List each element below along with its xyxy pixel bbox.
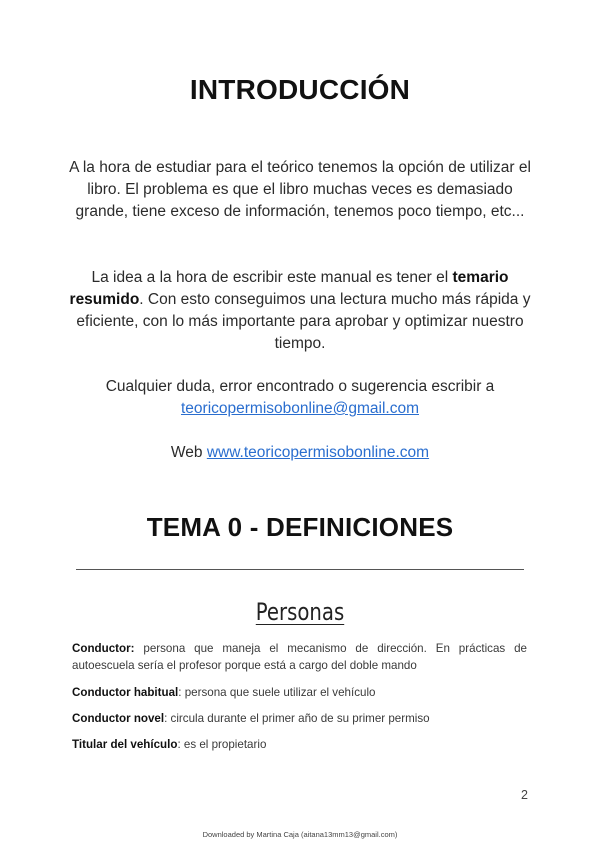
tema-title: TEMA 0 - DEFINICIONES bbox=[146, 512, 454, 542]
intro-p2-text-end: . Con esto conseguimos una lectura mucho más rápida y eficiente, con lo más importante para aprobar y optimizar nuestro tiempo. bbox=[76, 291, 531, 352]
page-number: 2 bbox=[521, 788, 528, 802]
definition-term: Conductor novel bbox=[72, 712, 165, 725]
definition-term: Conductor habitual bbox=[72, 686, 179, 699]
definition-term: Titular del vehículo bbox=[72, 738, 178, 751]
intro-title: INTRODUCCIÓN bbox=[189, 74, 411, 105]
email-link[interactable]: teoricopermisobonline@gmail.com bbox=[180, 400, 419, 417]
intro-paragraph-1 bbox=[68, 157, 532, 223]
definition-text: : persona que suele utilizar el vehículo bbox=[178, 686, 376, 699]
section-heading-personas: Personas bbox=[255, 598, 345, 626]
intro-web bbox=[68, 442, 532, 464]
intro-p2-text-start: La idea a la hora de escribir este manual es tener el bbox=[91, 269, 453, 286]
intro-paragraph-2 bbox=[68, 267, 532, 355]
definition-term: Conductor: bbox=[72, 642, 135, 655]
web-label: Web bbox=[170, 444, 207, 461]
website-link[interactable]: www.teoricopermisobonline.com bbox=[206, 444, 430, 461]
intro-p2-bold: temario resumido bbox=[69, 269, 509, 308]
definition-item bbox=[72, 640, 527, 674]
definition-item bbox=[72, 710, 527, 727]
intro-paragraph-3 bbox=[68, 376, 532, 420]
definition-text: : es el propietario bbox=[177, 738, 267, 751]
definition-text: persona que maneja el mecanismo de dirección. En prácticas de autoescuela sería el profesor porque está a cargo del doble mando bbox=[72, 642, 527, 672]
intro-paragraph-1-text: A la hora de estudiar para el teórico tenemos la opción de utilizar el libro. El problema es que el libro muchas veces es demasiado grande, tiene exceso de información, tenemos poco tiempo, etc... bbox=[69, 159, 531, 220]
download-footer: Downloaded by Martina Caja (aitana13mm13@gmail.com) bbox=[202, 830, 398, 839]
definition-item bbox=[72, 736, 527, 753]
definition-text: : circula durante el primer año de su primer permiso bbox=[164, 712, 430, 725]
definition-item bbox=[72, 684, 527, 701]
intro-contact-text: Cualquier duda, error encontrado o sugerencia escribir a bbox=[105, 378, 495, 395]
section-divider bbox=[76, 569, 524, 570]
